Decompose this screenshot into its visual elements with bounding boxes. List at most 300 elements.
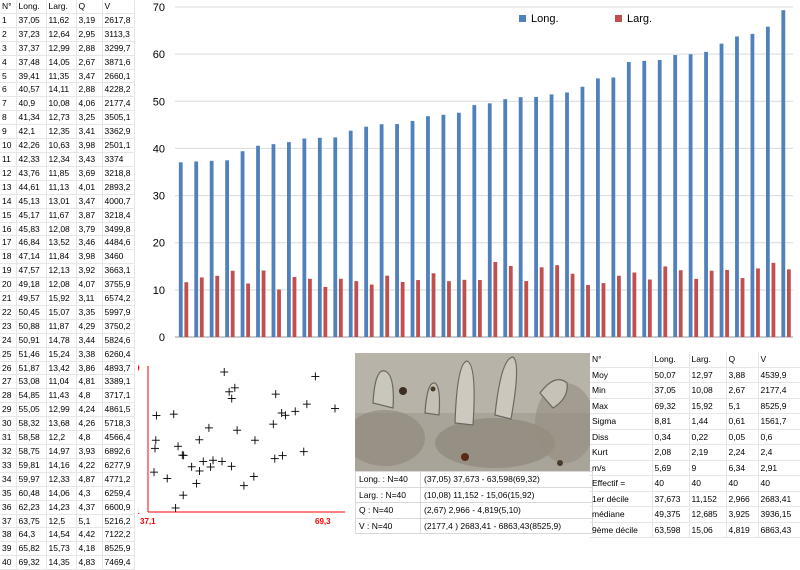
table-cell: 23 xyxy=(0,319,16,333)
table-cell: 37,48 xyxy=(16,55,46,69)
table-row xyxy=(0,375,134,389)
table-row xyxy=(0,97,134,111)
bar-long xyxy=(751,34,755,337)
stats-cell: Max xyxy=(590,398,652,414)
table-cell: 11,84 xyxy=(46,250,76,264)
table-cell: 3,93 xyxy=(76,445,102,459)
table-cell: 4,06 xyxy=(76,97,102,111)
bar-long xyxy=(302,139,306,337)
table-cell: 20 xyxy=(0,278,16,292)
table-cell: 4,01 xyxy=(76,180,102,194)
table-cell: 12,64 xyxy=(46,27,76,41)
table-cell: 3,43 xyxy=(76,152,102,166)
stats-row xyxy=(590,491,800,507)
bar-long xyxy=(287,142,291,337)
table-row xyxy=(0,111,134,125)
stats-cell: 40 xyxy=(758,476,800,492)
table-cell: 3505,1 xyxy=(102,111,134,125)
scatter-point xyxy=(231,384,239,392)
scatter-point xyxy=(279,452,287,460)
table-cell: 3299,7 xyxy=(102,41,134,55)
table-cell: 51,46 xyxy=(16,347,46,361)
bar-larg xyxy=(262,270,266,337)
stats-cell: 37,673 xyxy=(652,491,689,507)
bar-larg xyxy=(293,277,297,337)
stats-cell: 6,34 xyxy=(726,460,758,476)
table-cell: 7122,2 xyxy=(102,528,134,542)
table-cell: 42,26 xyxy=(16,139,46,153)
stats-cell: Sigma xyxy=(590,414,652,430)
data-table-header xyxy=(0,0,134,13)
table-cell: 3,19 xyxy=(76,13,102,27)
table-cell: 5997,9 xyxy=(102,305,134,319)
table-cell: 59,97 xyxy=(16,472,46,486)
table-cell: 11,43 xyxy=(46,389,76,403)
bar-long xyxy=(781,10,785,337)
table-row xyxy=(0,347,134,361)
stats-cell: 2,966 xyxy=(726,491,758,507)
table-row xyxy=(0,139,134,153)
stats-cell: 2,08 xyxy=(652,445,689,461)
table-cell: 3,35 xyxy=(76,305,102,319)
bar-larg xyxy=(354,281,358,337)
table-cell: 29 xyxy=(0,403,16,417)
table-cell: 30 xyxy=(0,417,16,431)
table-cell: 4566,4 xyxy=(102,431,134,445)
stats-row xyxy=(590,445,800,461)
bar-long xyxy=(349,131,353,337)
scatter-point xyxy=(272,390,280,398)
bar-larg xyxy=(772,263,776,337)
table-cell: 12,08 xyxy=(46,222,76,236)
stats-cell: 6863,43 xyxy=(758,522,800,538)
scatter-point xyxy=(303,400,311,408)
table-cell: 2,67 xyxy=(76,55,102,69)
table-cell: 69,32 xyxy=(16,556,46,570)
bar-long xyxy=(642,61,646,337)
table-cell: 3218,4 xyxy=(102,208,134,222)
table-cell: 34 xyxy=(0,472,16,486)
table-cell: 3218,8 xyxy=(102,166,134,180)
table-cell: 38 xyxy=(0,528,16,542)
table-cell: 12,35 xyxy=(46,125,76,139)
bar-long xyxy=(534,97,538,337)
stats-row xyxy=(590,507,800,523)
bar-larg xyxy=(741,278,745,337)
bar-larg xyxy=(493,262,497,337)
range-row xyxy=(356,518,593,534)
table-cell: 11,35 xyxy=(46,69,76,83)
bar-larg xyxy=(463,280,467,337)
stats-cell: 0,61 xyxy=(726,414,758,430)
table-row xyxy=(0,556,134,570)
bar-long xyxy=(565,92,569,337)
table-cell: 4,26 xyxy=(76,417,102,431)
table-cell: 10 xyxy=(0,139,16,153)
bar-long xyxy=(225,160,229,337)
stats-cell: 2,67 xyxy=(726,383,758,399)
scatter-point xyxy=(192,480,200,488)
bar-long xyxy=(179,162,183,337)
bar-long xyxy=(256,146,260,337)
table-cell: 4,22 xyxy=(76,458,102,472)
range-label: Q : N=40 xyxy=(356,503,421,519)
table-cell: 3362,9 xyxy=(102,125,134,139)
stats-column-header: Larg. xyxy=(689,352,726,367)
bar-long xyxy=(503,99,507,337)
bar-larg xyxy=(509,266,513,337)
stats-row xyxy=(590,367,800,383)
table-cell: 3,44 xyxy=(76,333,102,347)
stats-cell: 1,44 xyxy=(689,414,726,430)
table-cell: 58,32 xyxy=(16,417,46,431)
table-cell: 13,52 xyxy=(46,236,76,250)
stats-column-header: Long. xyxy=(652,352,689,367)
bar-larg xyxy=(339,279,343,337)
scatter-x-min-label: 37,1 xyxy=(140,517,156,526)
bar-long xyxy=(411,121,415,337)
stats-cell: 2,19 xyxy=(689,445,726,461)
table-cell: 11,62 xyxy=(46,13,76,27)
table-cell: 3,98 xyxy=(76,139,102,153)
data-table xyxy=(0,0,135,570)
bar-long xyxy=(210,161,214,337)
table-row xyxy=(0,292,134,306)
table-cell: 64,3 xyxy=(16,528,46,542)
table-row xyxy=(0,319,134,333)
scatter-point xyxy=(150,468,158,476)
table-cell: 50,88 xyxy=(16,319,46,333)
bar-larg xyxy=(555,265,559,337)
bar-larg xyxy=(401,282,405,337)
stats-cell: 1561,7 xyxy=(758,414,800,430)
bar-larg xyxy=(184,282,188,337)
stats-cell: 8525,9 xyxy=(758,398,800,414)
table-cell: 11 xyxy=(0,152,16,166)
y-tick-label: 10 xyxy=(152,284,165,297)
table-cell: 3,98 xyxy=(76,250,102,264)
bar-larg xyxy=(323,287,327,337)
bar-long xyxy=(194,161,198,337)
scatter-point xyxy=(179,491,187,499)
range-label: Larg. : N=40 xyxy=(356,487,421,503)
stats-cell: Diss xyxy=(590,429,652,445)
table-cell: 15,24 xyxy=(46,347,76,361)
table-cell: 3,46 xyxy=(76,236,102,250)
table-cell: 14,54 xyxy=(46,528,76,542)
bar-long xyxy=(550,94,554,337)
table-cell: 14,97 xyxy=(46,445,76,459)
table-cell: 6600,9 xyxy=(102,500,134,514)
bar-larg xyxy=(694,279,698,337)
table-cell: 19 xyxy=(0,264,16,278)
table-cell: 14,78 xyxy=(46,333,76,347)
table-cell: 15,92 xyxy=(46,292,76,306)
table-cell: 59,81 xyxy=(16,458,46,472)
table-cell: 12,2 xyxy=(46,431,76,445)
stats-cell: Effectif = xyxy=(590,476,652,492)
bar-long xyxy=(333,137,337,337)
stats-cell: 3,88 xyxy=(726,367,758,383)
table-cell: 14,35 xyxy=(46,556,76,570)
stats-cell: Kurt xyxy=(590,445,652,461)
bar-long xyxy=(241,151,245,337)
table-cell: 16 xyxy=(0,222,16,236)
table-row xyxy=(0,333,134,347)
table-cell: 12 xyxy=(0,166,16,180)
bar-long xyxy=(720,44,724,337)
table-cell: 14,05 xyxy=(46,55,76,69)
table-row xyxy=(0,417,134,431)
stats-cell: médiane xyxy=(590,507,652,523)
table-row xyxy=(0,222,134,236)
table-cell: 8 xyxy=(0,111,16,125)
bar-long xyxy=(689,54,693,337)
table-cell: 4,07 xyxy=(76,278,102,292)
stats-cell: 8,81 xyxy=(652,414,689,430)
stats-cell: 1er décile xyxy=(590,491,652,507)
scatter-point xyxy=(269,420,277,428)
table-cell: 6 xyxy=(0,83,16,97)
scatter-point xyxy=(195,436,203,444)
table-cell: 12,5 xyxy=(46,514,76,528)
stats-table xyxy=(590,352,800,538)
column-header: N° xyxy=(0,0,16,13)
table-cell: 7 xyxy=(0,97,16,111)
range-row xyxy=(356,472,593,488)
scatter-point xyxy=(251,436,259,444)
range-label: Long. : N=40 xyxy=(356,472,421,488)
table-row xyxy=(0,27,134,41)
table-row xyxy=(0,208,134,222)
table-cell: 3,69 xyxy=(76,166,102,180)
table-cell: 3,92 xyxy=(76,264,102,278)
bar-larg xyxy=(432,273,436,337)
scatter-point xyxy=(218,457,226,465)
table-cell: 31 xyxy=(0,431,16,445)
table-cell: 3,25 xyxy=(76,111,102,125)
table-cell: 14,16 xyxy=(46,458,76,472)
bar-larg xyxy=(416,280,420,337)
table-cell: 14,11 xyxy=(46,83,76,97)
table-cell: 12,13 xyxy=(46,264,76,278)
column-header: Long. xyxy=(16,0,46,13)
table-cell: 14,06 xyxy=(46,486,76,500)
table-cell: 54,85 xyxy=(16,389,46,403)
table-cell: 2,88 xyxy=(76,83,102,97)
legend-label: Larg. xyxy=(627,13,653,25)
table-cell: 4,24 xyxy=(76,403,102,417)
bar-long xyxy=(442,115,446,337)
table-cell: 32 xyxy=(0,445,16,459)
table-cell: 12,73 xyxy=(46,111,76,125)
scatter-point xyxy=(271,455,279,463)
table-cell: 3389,1 xyxy=(102,375,134,389)
stats-cell: 10,08 xyxy=(689,383,726,399)
table-row xyxy=(0,514,134,528)
stats-cell: m/s xyxy=(590,460,652,476)
bar-larg xyxy=(231,271,235,337)
bar-larg xyxy=(308,279,312,337)
table-row xyxy=(0,125,134,139)
table-cell: 4893,7 xyxy=(102,361,134,375)
table-cell: 12,99 xyxy=(46,41,76,55)
table-cell: 15,73 xyxy=(46,542,76,556)
scatter-point xyxy=(188,463,196,471)
table-cell: 43,76 xyxy=(16,166,46,180)
table-cell: 4,83 xyxy=(76,556,102,570)
table-cell: 4,18 xyxy=(76,542,102,556)
table-cell: 40 xyxy=(0,556,16,570)
table-cell: 6892,6 xyxy=(102,445,134,459)
scatter-point xyxy=(180,451,188,459)
table-cell: 2660,1 xyxy=(102,69,134,83)
bar-long xyxy=(519,97,523,337)
bar-long xyxy=(766,27,770,337)
table-row xyxy=(0,361,134,375)
table-cell: 3871,6 xyxy=(102,55,134,69)
bar-long xyxy=(488,103,492,337)
bar-larg xyxy=(756,268,760,337)
table-cell: 5824,6 xyxy=(102,333,134,347)
table-cell: 14 xyxy=(0,194,16,208)
table-cell: 3,86 xyxy=(76,361,102,375)
table-cell: 4,3 xyxy=(76,486,102,500)
table-cell: 37,05 xyxy=(16,13,46,27)
table-cell: 25 xyxy=(0,347,16,361)
table-cell: 4,8 xyxy=(76,389,102,403)
table-cell: 2617,8 xyxy=(102,13,134,27)
bar-larg xyxy=(540,267,544,337)
table-cell: 12,99 xyxy=(46,403,76,417)
stats-cell: 0,6 xyxy=(758,429,800,445)
bar-larg xyxy=(277,289,281,337)
stats-cell: 2,24 xyxy=(726,445,758,461)
table-cell: 7469,4 xyxy=(102,556,134,570)
stats-cell: Moy xyxy=(590,367,652,383)
table-row xyxy=(0,486,134,500)
stats-table-header xyxy=(590,352,800,367)
bar-long xyxy=(581,87,585,337)
stats-cell: 2177,4 xyxy=(758,383,800,399)
microscope-photo xyxy=(355,353,590,471)
bar-larg xyxy=(215,276,219,337)
bar-long xyxy=(426,116,430,337)
table-cell: 47,14 xyxy=(16,250,46,264)
table-row xyxy=(0,472,134,486)
table-cell: 4,81 xyxy=(76,375,102,389)
bar-long xyxy=(627,62,631,337)
stats-cell: Min xyxy=(590,383,652,399)
table-cell: 55,05 xyxy=(16,403,46,417)
y-tick-label: 60 xyxy=(152,49,165,62)
table-row xyxy=(0,250,134,264)
bar-larg xyxy=(710,271,714,337)
table-cell: 15 xyxy=(0,208,16,222)
range-value: (10,08) 11,152 - 15,06(15,92) xyxy=(421,487,593,503)
legend-swatch xyxy=(615,15,622,22)
table-row xyxy=(0,542,134,556)
table-cell: 45,83 xyxy=(16,222,46,236)
bar-larg xyxy=(478,280,482,337)
table-row xyxy=(0,41,134,55)
scatter-x-max-label: 69,3 xyxy=(315,517,331,526)
stats-column-header: V xyxy=(758,352,800,367)
table-row xyxy=(0,69,134,83)
table-cell: 3717,1 xyxy=(102,389,134,403)
scatter-point xyxy=(300,448,308,456)
table-cell: 3113,3 xyxy=(102,27,134,41)
table-cell: 39,41 xyxy=(16,69,46,83)
table-row xyxy=(0,278,134,292)
table-cell: 4 xyxy=(0,55,16,69)
table-cell: 26 xyxy=(0,361,16,375)
stats-cell: 2,4 xyxy=(758,445,800,461)
table-cell: 3499,8 xyxy=(102,222,134,236)
table-cell: 51,87 xyxy=(16,361,46,375)
bar-larg xyxy=(648,279,652,337)
bar-larg xyxy=(586,285,590,337)
stats-cell: 40 xyxy=(726,476,758,492)
stats-row xyxy=(590,460,800,476)
table-cell: 6277,9 xyxy=(102,458,134,472)
table-row xyxy=(0,403,134,417)
table-row xyxy=(0,83,134,97)
y-tick-label: 50 xyxy=(152,96,165,109)
table-cell: 3460 xyxy=(102,250,134,264)
stats-cell: 40 xyxy=(689,476,726,492)
stats-cell: 9ème décile xyxy=(590,522,652,538)
table-cell: 3,11 xyxy=(76,292,102,306)
scatter-point xyxy=(281,411,289,419)
table-cell: 42,33 xyxy=(16,152,46,166)
table-cell: 10,08 xyxy=(46,97,76,111)
scatter-y-min-label xyxy=(138,507,140,516)
table-row xyxy=(0,152,134,166)
table-cell: 27 xyxy=(0,375,16,389)
table-cell: 3,38 xyxy=(76,347,102,361)
bar-larg xyxy=(370,285,374,337)
scatter-point xyxy=(311,372,319,380)
range-value: (2177,4 ) 2683,41 - 6863,43(8525,9) xyxy=(421,518,593,534)
stats-cell: 37,05 xyxy=(652,383,689,399)
range-label: V : N=40 xyxy=(356,518,421,534)
stats-cell: 15,92 xyxy=(689,398,726,414)
table-cell: 58,75 xyxy=(16,445,46,459)
table-cell: 42,1 xyxy=(16,125,46,139)
table-cell: 4000,7 xyxy=(102,194,134,208)
stats-cell: 69,32 xyxy=(652,398,689,414)
stats-cell: 12,685 xyxy=(689,507,726,523)
table-cell: 49,57 xyxy=(16,292,46,306)
stats-column-header: Q xyxy=(726,352,758,367)
table-cell: 2501,1 xyxy=(102,139,134,153)
table-cell: 3663,1 xyxy=(102,264,134,278)
stats-cell: 63,598 xyxy=(652,522,689,538)
scatter-point xyxy=(228,462,236,470)
bar-long xyxy=(380,124,384,337)
bar-long xyxy=(272,144,276,337)
table-cell: 2893,2 xyxy=(102,180,134,194)
stats-cell: 5,69 xyxy=(652,460,689,476)
table-cell: 5 xyxy=(0,69,16,83)
table-cell: 2,88 xyxy=(76,41,102,55)
bar-larg xyxy=(632,273,636,337)
table-cell: 41,34 xyxy=(16,111,46,125)
bar-larg xyxy=(663,266,667,337)
stats-cell: 3936,15 xyxy=(758,507,800,523)
scatter-point xyxy=(174,442,182,450)
